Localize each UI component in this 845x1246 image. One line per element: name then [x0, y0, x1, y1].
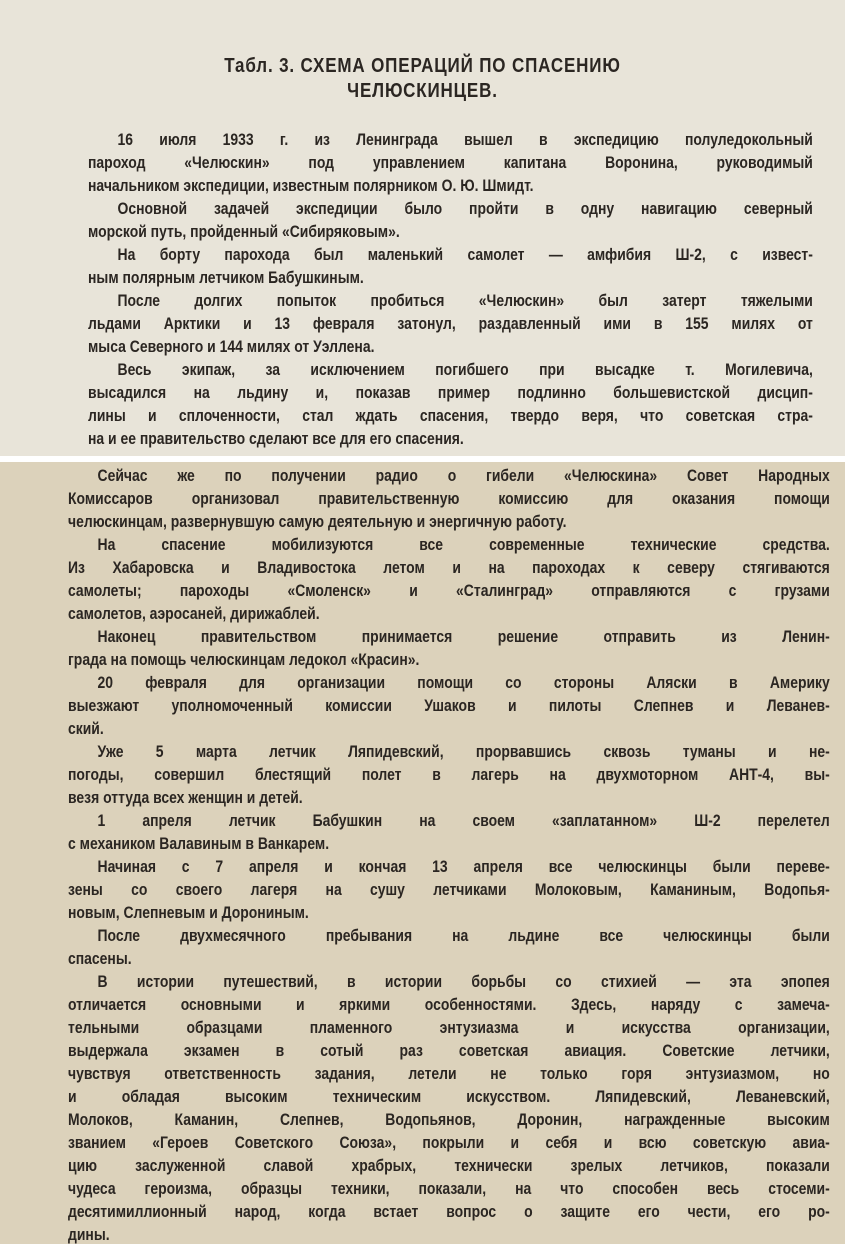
text-line: чувствуя ответственность задания, летели не только горя энтузиазмом, но — [68, 1064, 830, 1083]
text-line: на и ее правительство сделают все для его спасения. — [88, 429, 464, 448]
text-line: челюскинцам, развернувшую самую деятельную и энергичную работу. — [68, 512, 567, 531]
text-line: На спасение мобилизуются все современные технические средства. — [97, 535, 830, 554]
text-line: 16 июля 1933 г. из Ленинграда вышел в экспедицию полуледокольный — [117, 130, 813, 149]
text-line: Уже 5 марта летчик Ляпидевский, прорвавшись сквозь туманы и не- — [97, 742, 830, 761]
paragraph — [88, 128, 813, 197]
text-line: выдержала экзамен в сотый раз советская авиация. Советские летчики, — [68, 1041, 830, 1060]
text-line: высадился на льдину и, показав пример подлинно большевистской дисцип- — [88, 383, 813, 402]
text-line: самолетов, аэросаней, дирижаблей. — [68, 604, 320, 623]
text-line: Из Хабаровска и Владивостока летом и на пароходах к северу стягиваются — [68, 558, 830, 577]
text-line: Комиссаров организовал правительственную комиссию для оказания помощи — [68, 489, 830, 508]
text-line: Молоков, Каманин, Слепнев, Водопьянов, Доронин, награжденные высоким — [68, 1110, 830, 1129]
text-line: цию заслуженной славой храбрых, технически зрелых летчиков, показали — [68, 1156, 830, 1175]
text-line: На борту парохода был маленький самолет — амфибия Ш-2, с извест- — [117, 245, 813, 264]
table-title-line-2: ЧЕЛЮСКИНЦЕВ. — [347, 80, 498, 102]
text-line: града на помощь челюскинцам ледокол «Красин». — [68, 650, 420, 669]
text-line: начальником экспедиции, известным полярником О. Ю. Шмидт. — [88, 176, 534, 195]
text-line: везя оттуда всех женщин и детей. — [68, 788, 303, 807]
table-title-line-1: Табл. 3. СХЕМА ОПЕРАЦИЙ ПО СПАСЕНИЮ — [224, 55, 621, 77]
paragraph — [88, 289, 813, 358]
bottom-page-section — [0, 462, 845, 1244]
paragraph — [88, 243, 813, 289]
text-line: пароход «Челюскин» под управлением капитана Воронина, руководимый — [88, 153, 813, 172]
paragraph — [68, 671, 830, 740]
text-line: тельными образцами пламенного энтузиазма и искусства организации, — [68, 1018, 830, 1037]
text-line: зены со своего лагеря на сушу летчиками Молоковым, Каманиным, Водопья- — [68, 880, 830, 899]
paragraph — [68, 809, 830, 855]
text-line: выезжают уполномоченный комиссии Ушаков и пилоты Слепнев и Леванев- — [68, 696, 830, 715]
text-line: с механиком Валавиным в Ванкарем. — [68, 834, 330, 853]
text-line: Наконец правительством принимается решение отправить из Ленин- — [97, 627, 830, 646]
paragraph — [68, 970, 830, 1246]
paragraph — [68, 855, 830, 924]
text-line: После двухмесячного пребывания на льдине все челюскинцы были — [97, 926, 830, 945]
text-line: новым, Слепневым и Дорониным. — [68, 903, 309, 922]
paragraph — [88, 358, 813, 450]
text-line: В истории путешествий, в истории борьбы со стихией — эта эпопея — [97, 972, 830, 991]
text-line: чудеса героизма, образцы техники, показали, на что способен весь стосеми- — [68, 1179, 830, 1198]
text-line: морской путь, пройденный «Сибиряковым». — [88, 222, 400, 241]
text-line: десятимиллионный народ, когда встает вопрос о защите его чести, его ро- — [68, 1202, 830, 1221]
text-line: спасены. — [68, 949, 132, 968]
text-line: ным полярным летчиком Бабушкиным. — [88, 268, 364, 287]
text-line: мыса Северного и 144 милях от Уэллена. — [88, 337, 375, 356]
paragraph — [68, 625, 830, 671]
text-line: 1 апреля летчик Бабушкин на своем «заплатанном» Ш-2 перелетел — [97, 811, 830, 830]
paragraph — [68, 464, 830, 533]
top-text-body — [88, 128, 813, 450]
text-line: погоды, совершил блестящий полет в лагерь на двухмоторном АНТ-4, вы- — [68, 765, 830, 784]
paragraph — [68, 924, 830, 970]
text-line: После долгих попыток пробиться «Челюскин» был затерт тяжелыми — [117, 291, 813, 310]
text-line: льдами Арктики и 13 февраля затонул, раздавленный ими в 155 милях от — [88, 314, 813, 333]
text-line: самолеты; пароходы «Смоленск» и «Сталинград» отправляются с грузами — [68, 581, 830, 600]
paragraph — [68, 740, 830, 809]
text-line: ский. — [68, 719, 104, 738]
text-line: Начиная с 7 апреля и кончая 13 апреля все челюскинцы были переве- — [97, 857, 830, 876]
text-line: званием «Героев Советского Союза», покрыли и себя и всю советскую авиа- — [68, 1133, 830, 1152]
bottom-text-body — [68, 464, 830, 1246]
text-line: дины. — [68, 1225, 110, 1244]
top-page-section — [0, 0, 845, 456]
text-line: Сейчас же по получении радио о гибели «Челюскина» Совет Народных — [97, 466, 830, 485]
paragraph — [88, 197, 813, 243]
text-line: и обладая высоким техническим искусством. Ляпидевский, Леваневский, — [68, 1087, 830, 1106]
text-line: отличается основными и яркими особенностями. Здесь, наряду с замеча- — [68, 995, 830, 1014]
text-line: Весь экипаж, за исключением погибшего при высадке т. Могилевича, — [117, 360, 813, 379]
paragraph — [68, 533, 830, 625]
text-line: лины и сплоченности, стал ждать спасения, твердо веря, что советская стра- — [88, 406, 813, 425]
text-line: Основной задачей экспедиции было пройти в одну навигацию северный — [117, 199, 813, 218]
text-line: 20 февраля для организации помощи со стороны Аляски в Америку — [97, 673, 830, 692]
